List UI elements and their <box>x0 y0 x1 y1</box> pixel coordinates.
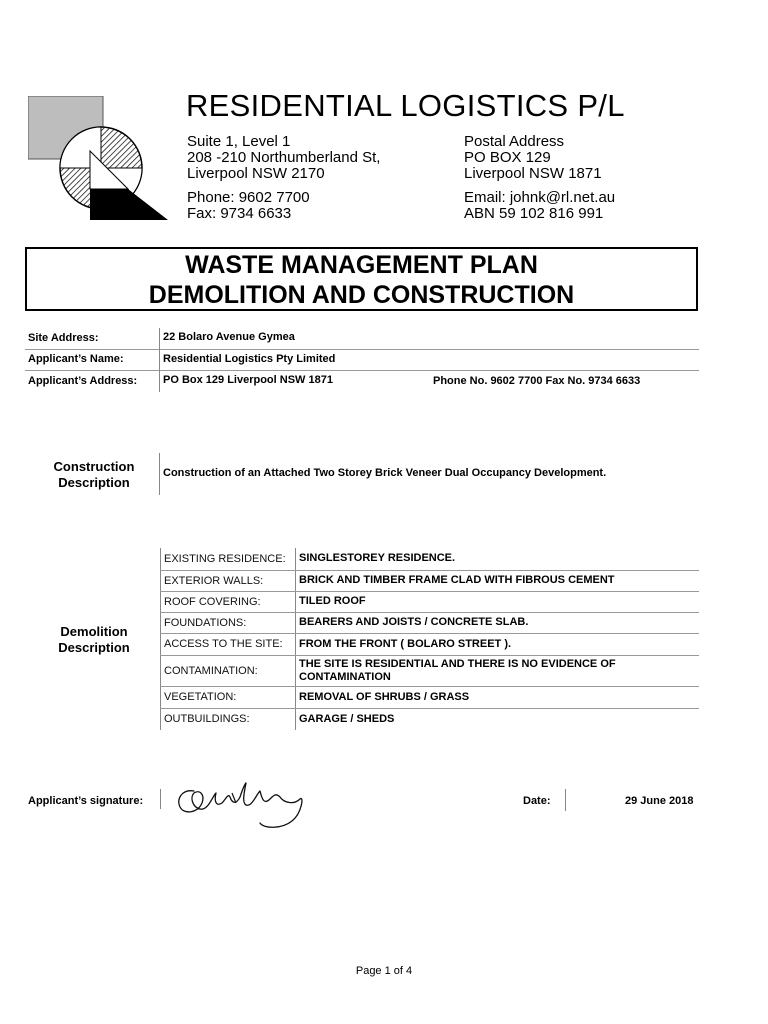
column-separator <box>159 453 160 495</box>
table-row <box>161 686 700 708</box>
date-label: Date: <box>523 795 551 807</box>
signature-image <box>172 777 308 833</box>
construction-heading: Construction Description <box>53 459 135 490</box>
column-separator <box>159 328 160 392</box>
company-abn: ABN 59 102 816 991 <box>464 205 604 222</box>
contact-email-abn <box>464 190 615 222</box>
table-row <box>161 570 700 591</box>
table-row <box>161 548 700 570</box>
company-logo <box>28 96 170 222</box>
applicant-name-value: Residential Logistics Pty Limited <box>163 353 336 365</box>
contact-phone-fax <box>187 190 310 222</box>
row-value: BRICK AND TIMBER FRAME CLAD WITH FIBROUS CEMENT <box>296 570 700 591</box>
applicant-address-value: PO Box 129 Liverpool NSW 1871 <box>163 374 333 386</box>
column-separator <box>160 789 161 809</box>
table-row <box>161 612 700 633</box>
divider <box>25 349 699 350</box>
row-value: BEARERS AND JOISTS / CONCRETE SLAB. <box>296 612 700 633</box>
construction-description: Construction of an Attached Two Storey Brick Veneer Dual Occupancy Development. <box>163 467 607 479</box>
table-row <box>161 708 700 730</box>
street-address: Suite 1, Level 1 208 -210 Northumberland St, Liverpool NSW 2170 <box>187 133 381 182</box>
applicant-name-label: Applicant’s Name: <box>28 353 124 365</box>
row-value: SINGLESTOREY RESIDENCE. <box>296 548 700 570</box>
row-key: ROOF COVERING: <box>161 591 296 612</box>
row-key: OUTBUILDINGS: <box>161 708 296 730</box>
column-separator <box>565 789 566 811</box>
demolition-table <box>160 548 699 730</box>
signature-label: Applicant’s signature: <box>28 795 144 807</box>
applicant-phone-fax: Phone No. 9602 7700 Fax No. 9734 6633 <box>433 375 641 387</box>
applicant-address-label: Applicant’s Address: <box>28 375 138 387</box>
row-key: FOUNDATIONS: <box>161 612 296 633</box>
row-value: TILED ROOF <box>296 591 700 612</box>
row-key: EXISTING RESIDENCE: <box>161 548 296 570</box>
site-address-label: Site Address: <box>28 332 99 344</box>
divider <box>25 370 699 371</box>
title-line-2: DEMOLITION AND CONSTRUCTION <box>148 281 575 309</box>
company-name: RESIDENTIAL LOGISTICS P/L <box>186 88 625 123</box>
title-line-1: WASTE MANAGEMENT PLAN <box>185 251 538 279</box>
company-email[interactable]: Email: johnk@rl.net.au <box>464 189 616 206</box>
postal-address: Postal Address PO BOX 129 Liverpool NSW 1871 <box>464 133 602 182</box>
page-number: Page 1 of 4 <box>355 965 413 977</box>
company-fax: Fax: 9734 6633 <box>187 205 292 222</box>
demolition-heading: Demolition Description <box>58 624 130 655</box>
row-key: EXTERIOR WALLS: <box>161 570 296 591</box>
site-address-value: 22 Bolaro Avenue Gymea <box>163 331 295 343</box>
row-key: ACCESS TO THE SITE: <box>161 633 296 655</box>
date-value: 29 June 2018 <box>625 795 694 807</box>
row-value: THE SITE IS RESIDENTIAL AND THERE IS NO EVIDENCE OF CONTAMINATION <box>296 655 700 686</box>
document-title <box>25 247 698 311</box>
company-phone: Phone: 9602 7700 <box>187 189 310 206</box>
table-row <box>161 591 700 612</box>
table-row <box>161 655 700 686</box>
row-key: CONTAMINATION: <box>161 655 296 686</box>
row-key: VEGETATION: <box>161 686 296 708</box>
row-value: REMOVAL OF SHRUBS / GRASS <box>296 686 700 708</box>
row-value: GARAGE / SHEDS <box>299 712 395 725</box>
table-row <box>161 633 700 655</box>
row-value: FROM THE FRONT ( BOLARO STREET ). <box>296 633 700 655</box>
